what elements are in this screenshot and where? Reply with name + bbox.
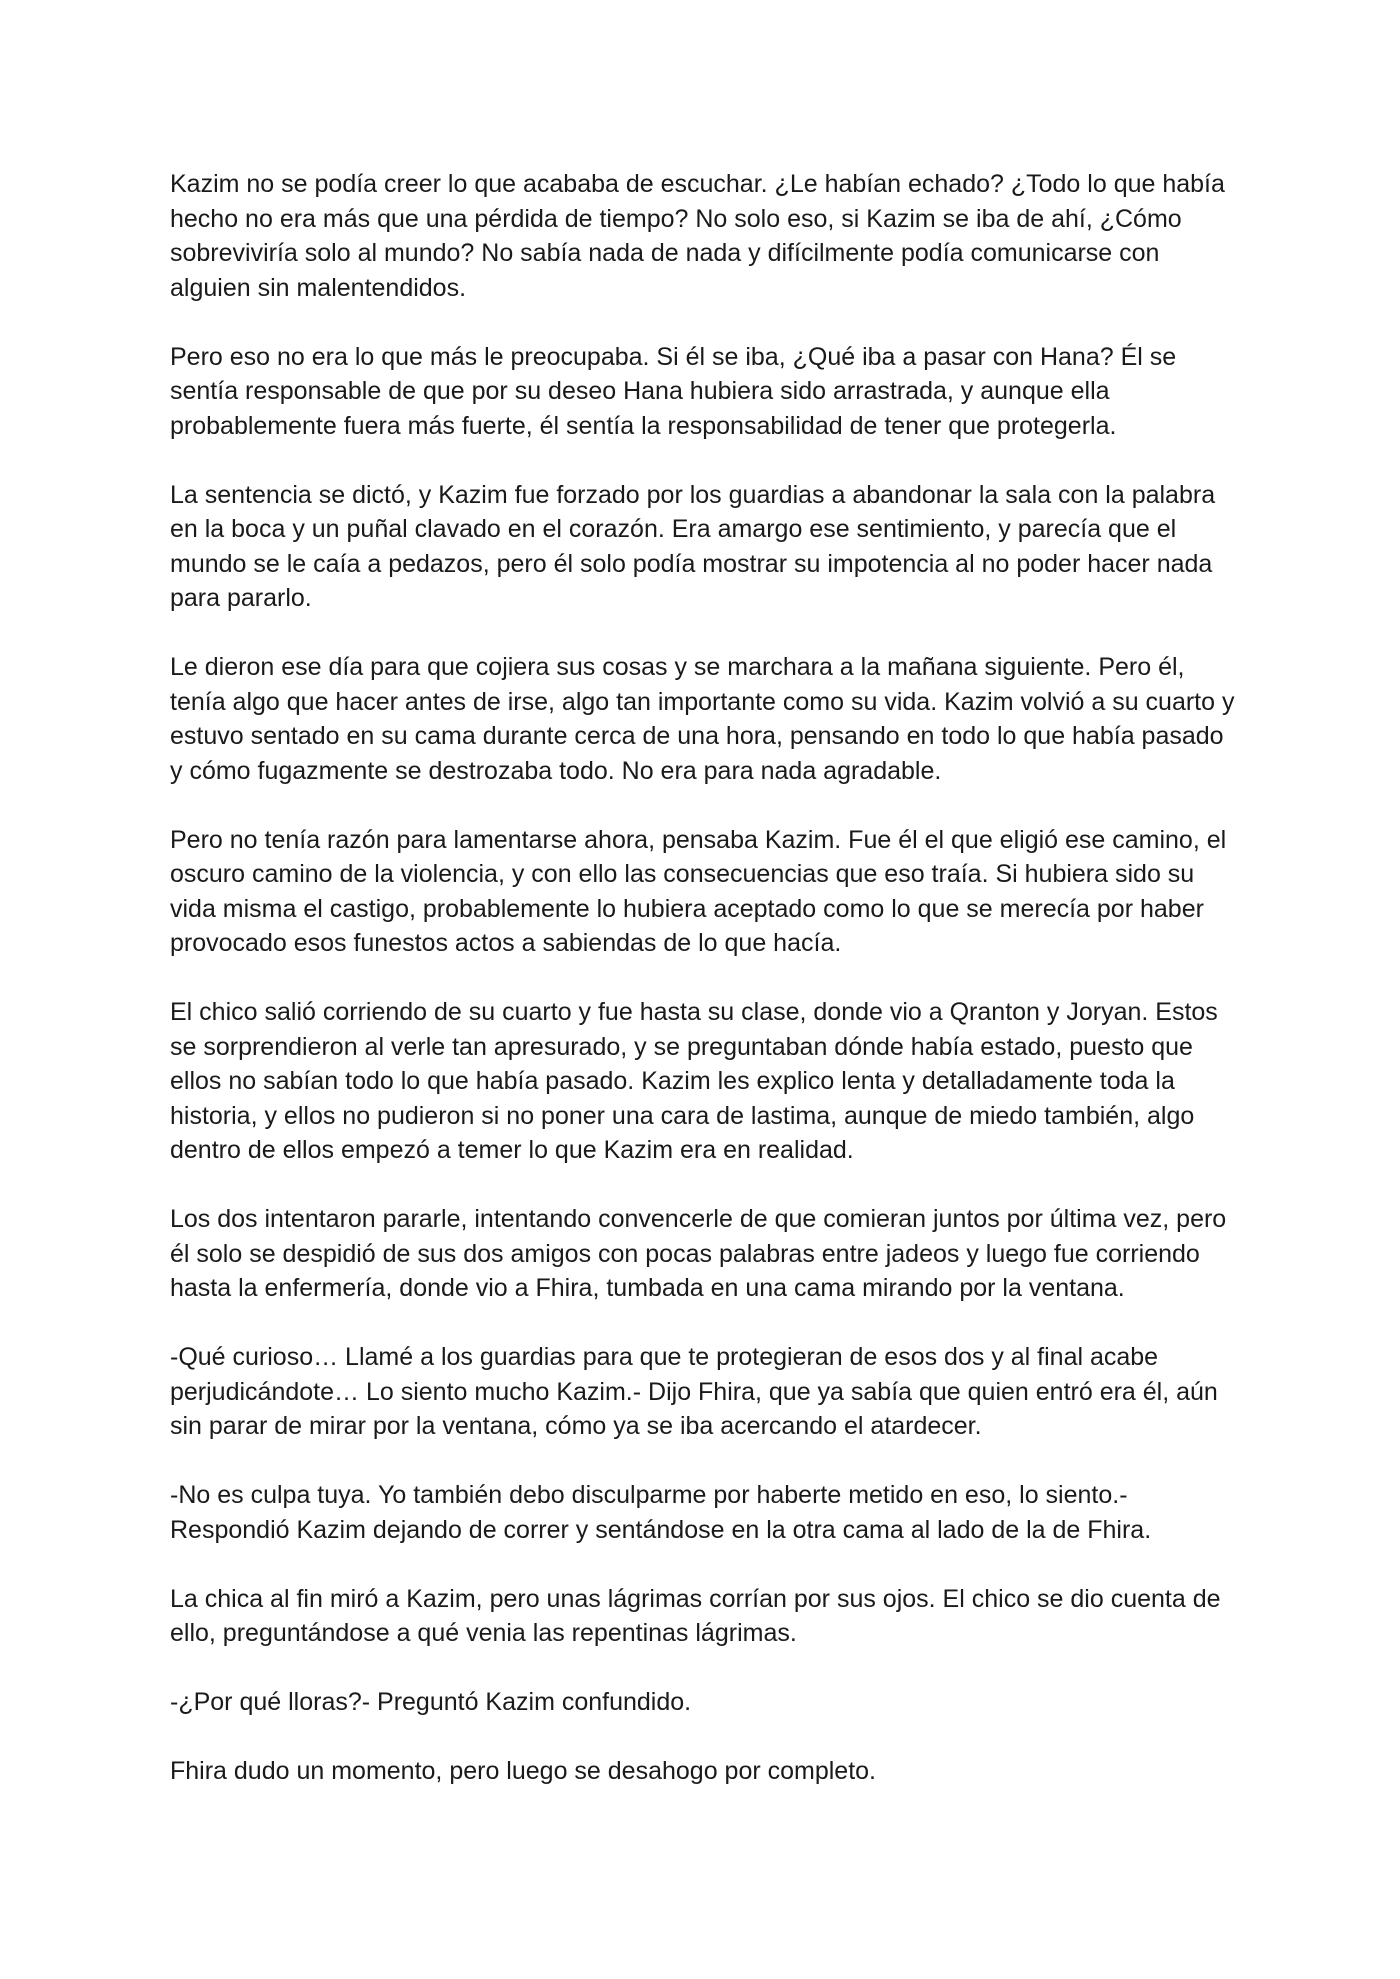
paragraph: Fhira dudo un momento, pero luego se desahogo por completo. bbox=[170, 1757, 877, 1785]
paragraph: Pero no tenía razón para lamentarse ahora, pensaba Kazim. Fue él el que eligió ese camino, el oscuro camino de la violencia, y con ello las consecuencias que eso traía. Si hubiera sido su vida misma el castigo, probablemente lo hubiera aceptado como lo que se merecía por haber provocado esos funestos actos a sabiendas de lo que hacía. bbox=[170, 825, 1227, 957]
paragraph: -Qué curioso… Llamé a los guardias para que te protegieran de esos dos y al final acabe perjudicándote… Lo siento mucho Kazim.- Dijo Fhira, que ya sabía que quien entró era él, aún sin parar de mirar por la ventana, cómo ya se iba acercando el atardecer. bbox=[170, 1343, 1218, 1440]
document-body bbox=[170, 167, 1240, 1789]
paragraph: -¿Por qué lloras?- Preguntó Kazim confundido. bbox=[170, 1688, 692, 1716]
paragraph: -No es culpa tuya. Yo también debo disculparme por haberte metido en eso, lo siento.- Respondió Kazim dejando de correr y sentándose en la otra cama al lado de la de Fhira. bbox=[170, 1481, 1152, 1544]
paragraph: La sentencia se dictó, y Kazim fue forzado por los guardias a abandonar la sala con la palabra en la boca y un puñal clavado en el corazón. Era amargo ese sentimiento, y parecía que el mundo se le caía a pedazos, pero él solo podía mostrar su impotencia al no poder hacer nada para pararlo. bbox=[170, 480, 1216, 612]
paragraph: El chico salió corriendo de su cuarto y fue hasta su clase, donde vio a Qranton y Joryan. Estos se sorprendieron al verle tan apresurado, y se preguntaban dónde había estado, puesto que ellos no sabían todo lo que había pasado. Kazim les explico lenta y detalladamente toda la historia, y ellos no pudieron si no poner una cara de lastima, aunque de miedo también, algo dentro de ellos empezó a temer lo que Kazim era en realidad. bbox=[170, 998, 1218, 1164]
paragraph: Kazim no se podía creer lo que acababa de escuchar. ¿Le habían echado? ¿Todo lo que había hecho no era más que una pérdida de tiempo? No solo eso, si Kazim se iba de ahí, ¿Cómo sobreviviría solo al mundo? No sabía nada de nada y difícilmente podía comunicarse con alguien sin malentendidos. bbox=[170, 170, 1225, 302]
paragraph: La chica al fin miró a Kazim, pero unas lágrimas corrían por sus ojos. El chico se dio cuenta de ello, preguntándose a qué venia las repentinas lágrimas. bbox=[170, 1584, 1221, 1647]
paragraph: Le dieron ese día para que cojiera sus cosas y se marchara a la mañana siguiente. Pero él, tenía algo que hacer antes de irse, algo tan importante como su vida. Kazim volvió a su cuarto y estuvo sentado en su cama durante cerca de una hora, pensando en todo lo que había pasado y cómo fugazmente se destrozaba todo. No era para nada agradable. bbox=[170, 653, 1235, 785]
paragraph: Los dos intentaron pararle, intentando convencerle de que comieran juntos por última vez, pero él solo se despidió de sus dos amigos con pocas palabras entre jadeos y luego fue corriendo hasta la enfermería, donde vio a Fhira, tumbada en una cama mirando por la ventana. bbox=[170, 1205, 1227, 1302]
paragraph: Pero eso no era lo que más le preocupaba. Si él se iba, ¿Qué iba a pasar con Hana? Él se sentía responsable de que por su deseo Hana hubiera sido arrastrada, y aunque ella probablemente fuera más fuerte, él sentía la responsabilidad de tener que protegerla. bbox=[170, 342, 1177, 440]
